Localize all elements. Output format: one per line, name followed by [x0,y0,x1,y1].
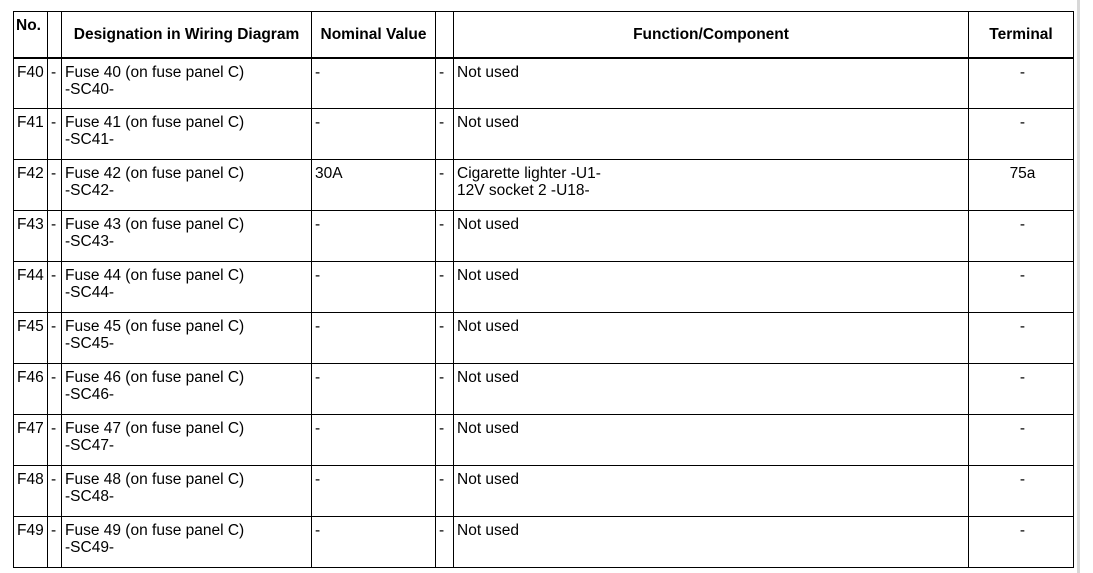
table-row [14,313,1074,364]
fuse-number-cell [14,58,48,109]
fuse-number-cell [14,262,48,313]
separator-dash: - [51,369,57,386]
designation-text: Fuse 48 (on fuse panel C) [65,471,245,488]
designation-code: -SC45- [65,335,115,352]
function-line-1: Not used [457,420,520,437]
nominal-value: - [315,369,321,386]
separator-dash: - [51,420,57,437]
nominal-value: - [315,267,321,284]
nominal-value-cell [312,109,436,160]
function-cell [454,211,969,262]
designation-cell [62,211,312,262]
nominal-value: - [315,471,321,488]
terminal-cell [969,109,1074,160]
nominal-value: - [315,318,321,335]
fuse-number-cell [14,517,48,568]
designation-text: Fuse 49 (on fuse panel C) [65,522,245,539]
fuse-number-cell [14,466,48,517]
header-nominal-value: Nominal Value [312,12,436,58]
fuse-number-cell [14,211,48,262]
separator-dash: - [51,165,57,182]
function-line-1: Not used [457,522,520,539]
designation-code: -SC40- [65,80,115,98]
fuse-number: F40 [17,63,44,81]
table-row [14,466,1074,517]
separator-dash: - [439,420,445,437]
function-cell [454,58,969,109]
separator-dash: - [51,471,57,488]
separator-dash: - [51,216,57,233]
separator-cell-1 [48,262,62,313]
nominal-value-cell [312,364,436,415]
designation-cell [62,313,312,364]
header-no: No. [14,12,48,58]
separator-cell-1 [48,517,62,568]
nominal-value: - [315,63,321,81]
separator-cell-1 [48,160,62,211]
separator-dash: - [439,471,445,488]
fuse-number-cell [14,109,48,160]
terminal-cell [969,160,1074,211]
designation-code: -SC49- [65,539,115,556]
designation-text: Fuse 42 (on fuse panel C) [65,165,245,182]
nominal-value-cell [312,517,436,568]
header-separator-2 [436,12,454,58]
nominal-value: - [315,114,321,131]
terminal-cell [969,211,1074,262]
separator-cell-2 [436,211,454,262]
separator-cell-2 [436,364,454,415]
terminal-value: - [1019,522,1026,539]
terminal-value: - [1019,420,1026,437]
designation-text: Fuse 41 (on fuse panel C) [65,114,245,131]
nominal-value: - [315,420,321,437]
separator-dash: - [439,165,445,182]
separator-cell-1 [48,58,62,109]
header-function-component: Function/Component [454,12,969,58]
separator-dash: - [51,63,57,81]
separator-cell-1 [48,415,62,466]
designation-cell [62,160,312,211]
table-row [14,211,1074,262]
terminal-value: - [1019,63,1026,81]
fuse-number: F45 [17,318,44,335]
designation-code: -SC42- [65,182,115,199]
fuse-table [13,11,1074,568]
function-line-1: Not used [457,471,520,488]
fuse-number-cell [14,313,48,364]
table-row [14,109,1074,160]
function-cell [454,364,969,415]
function-line-1: Cigarette lighter -U1- [457,165,601,182]
separator-cell-2 [436,415,454,466]
separator-cell-1 [48,466,62,517]
separator-dash: - [439,267,445,284]
function-line-1: Not used [457,369,520,386]
terminal-cell [969,517,1074,568]
terminal-cell [969,415,1074,466]
nominal-value: - [315,216,321,233]
fuse-number: F48 [17,471,44,488]
function-line-1: Not used [457,318,520,335]
fuse-number: F46 [17,369,44,386]
fuse-number-cell [14,160,48,211]
function-line-1: Not used [457,267,520,284]
table-row [14,517,1074,568]
terminal-cell [969,364,1074,415]
nominal-value-cell [312,160,436,211]
separator-dash: - [51,114,57,131]
nominal-value-cell [312,262,436,313]
designation-code: -SC44- [65,284,115,301]
designation-text: Fuse 40 (on fuse panel C) [65,63,245,81]
function-cell [454,262,969,313]
nominal-value: - [315,522,321,539]
table-row [14,262,1074,313]
nominal-value-cell [312,58,436,109]
separator-dash: - [51,267,57,284]
separator-dash: - [439,114,445,131]
fuse-number: F43 [17,216,44,233]
designation-cell [62,415,312,466]
terminal-cell [969,313,1074,364]
designation-cell [62,364,312,415]
table-row [14,415,1074,466]
designation-code: -SC48- [65,488,115,505]
terminal-cell [969,58,1074,109]
separator-dash: - [439,216,445,233]
table-row [14,160,1074,211]
nominal-value-cell [312,415,436,466]
separator-cell-1 [48,211,62,262]
function-line-1: Not used [457,63,520,81]
separator-cell-2 [436,58,454,109]
header-terminal: Terminal [969,12,1074,58]
designation-text: Fuse 47 (on fuse panel C) [65,420,245,437]
designation-code: -SC47- [65,437,115,454]
terminal-value: - [1019,114,1026,131]
separator-cell-2 [436,313,454,364]
designation-cell [62,517,312,568]
designation-code: -SC46- [65,386,115,403]
function-cell [454,160,969,211]
table-body [14,58,1074,568]
separator-dash: - [439,63,445,81]
fuse-number-cell [14,364,48,415]
function-cell [454,313,969,364]
separator-cell-2 [436,466,454,517]
fuse-number: F49 [17,522,44,539]
terminal-value: - [1019,318,1026,335]
header-designation: Designation in Wiring Diagram [62,12,312,58]
terminal-cell [969,466,1074,517]
designation-code: -SC43- [65,233,115,250]
designation-text: Fuse 43 (on fuse panel C) [65,216,245,233]
designation-cell [62,262,312,313]
nominal-value: 30A [315,165,343,182]
designation-text: Fuse 45 (on fuse panel C) [65,318,245,335]
function-cell [454,517,969,568]
separator-dash: - [439,318,445,335]
separator-dash: - [439,369,445,386]
nominal-value-cell [312,211,436,262]
terminal-value: - [1019,267,1026,284]
terminal-value: - [1019,369,1026,386]
separator-cell-2 [436,262,454,313]
function-cell [454,415,969,466]
separator-dash: - [51,318,57,335]
header-row [14,12,1074,58]
separator-dash: - [439,522,445,539]
function-line-1: Not used [457,114,520,131]
table-row [14,364,1074,415]
separator-cell-1 [48,313,62,364]
nominal-value-cell [312,313,436,364]
designation-cell [62,58,312,109]
designation-code: -SC41- [65,131,115,148]
fuse-number: F47 [17,420,44,437]
fuse-number-cell [14,415,48,466]
fuse-number: F44 [17,267,44,284]
separator-cell-2 [436,109,454,160]
function-line-1: Not used [457,216,520,233]
table-row [14,58,1074,109]
fuse-number: F41 [17,114,44,131]
designation-text: Fuse 44 (on fuse panel C) [65,267,245,284]
designation-cell [62,109,312,160]
separator-cell-1 [48,364,62,415]
terminal-value: - [1019,216,1026,233]
function-line-2: 12V socket 2 -U18- [457,182,590,199]
separator-cell-2 [436,160,454,211]
nominal-value-cell [312,466,436,517]
terminal-value: - [1019,471,1026,488]
function-cell [454,466,969,517]
designation-text: Fuse 46 (on fuse panel C) [65,369,245,386]
header-separator-1 [48,12,62,58]
separator-cell-2 [436,517,454,568]
designation-cell [62,466,312,517]
separator-dash: - [51,522,57,539]
terminal-value: 75a [1009,165,1036,182]
terminal-cell [969,262,1074,313]
function-cell [454,109,969,160]
fuse-number: F42 [17,165,44,182]
separator-cell-1 [48,109,62,160]
